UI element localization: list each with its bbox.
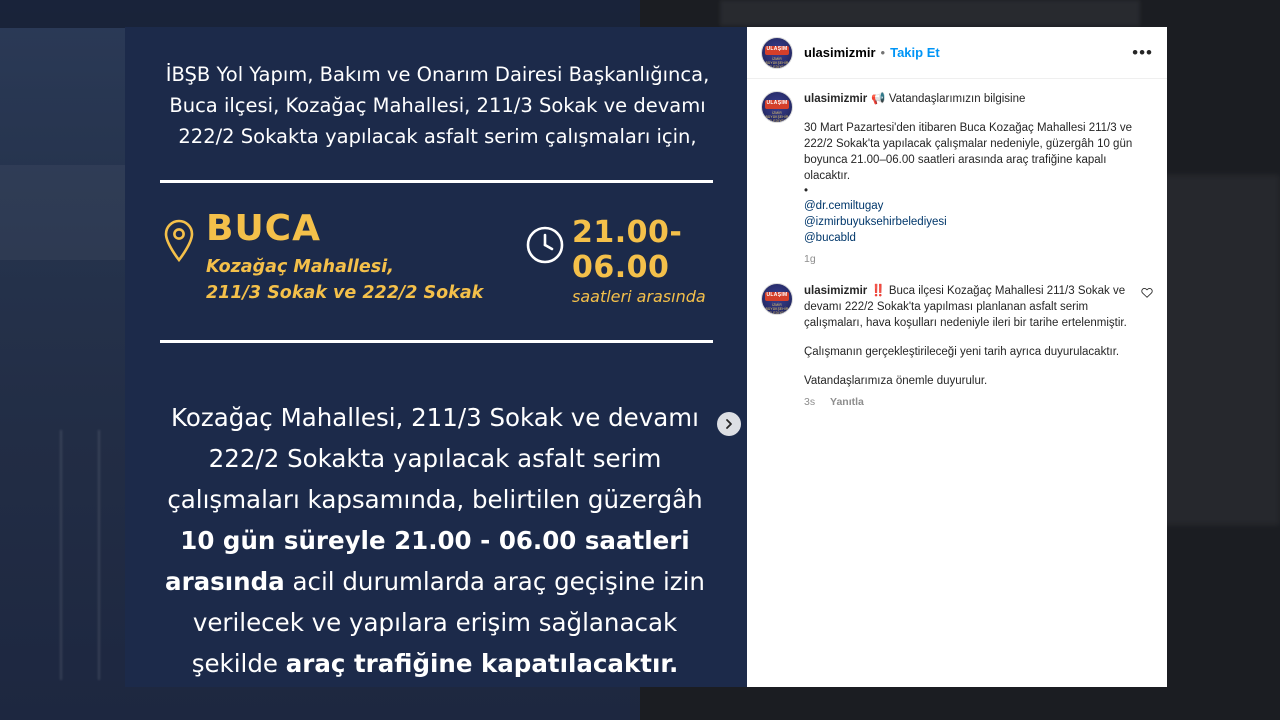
comment-mention-1[interactable]: @dr.cemiltugay <box>804 200 884 212</box>
carousel-next-button[interactable] <box>717 412 741 436</box>
comment-username[interactable]: ulasimizmir <box>804 285 868 297</box>
post-body-bold1: 10 gün süreyle 21.00 - 06.00 saatleri arasında <box>165 526 690 596</box>
avatar[interactable] <box>761 37 793 69</box>
list-item <box>761 283 1153 408</box>
avatar-badge-text: ULAŞIM <box>766 45 788 52</box>
comment-body-2: Vatandaşlarımıza önemle duyurulur. <box>804 375 988 387</box>
background-divider <box>60 430 62 680</box>
comment-content <box>804 91 1153 265</box>
header-username[interactable]: ulasimizmir <box>804 45 876 60</box>
comment-timestamp: 3s <box>804 396 816 408</box>
heart-icon[interactable] <box>1141 285 1153 303</box>
avatar[interactable] <box>761 283 793 315</box>
background-top-strip <box>720 0 1140 26</box>
avatar-badge-text: ULAŞIM <box>766 292 788 298</box>
background-divider <box>98 430 100 680</box>
comment-mention-2[interactable]: @izmirbuyuksehirbelediyesi <box>804 216 947 228</box>
post-image-content <box>125 27 747 687</box>
divider-bottom <box>160 340 713 343</box>
avatar[interactable] <box>761 91 793 123</box>
post-header <box>747 27 1167 79</box>
comment-timestamp: 1g <box>804 253 816 265</box>
time-caption: saatleri arasında <box>572 287 706 306</box>
comment-lead-emoji: ‼️ <box>871 285 886 297</box>
comment-first-line <box>804 91 1135 107</box>
location-block <box>206 207 483 306</box>
background-ghost-text <box>18 540 33 585</box>
more-options-icon[interactable]: ••• <box>1132 42 1153 62</box>
background-ghost-text <box>18 400 35 454</box>
time-range: 21.00-06.00 <box>572 215 683 285</box>
list-item <box>761 91 1153 265</box>
comment-lead-text: Buca ilçesi Kozağaç Mahallesi 211/3 Sokak ve devamı 222/2 Sokak'ta yapılması planlanan asfalt serim çalışmaları, hava koşulları nedeniyle ileri bir tarihe ertelenmiştir. <box>804 285 1127 329</box>
comment-username[interactable]: ulasimizmir <box>804 93 868 105</box>
post-body <box>155 397 715 684</box>
post-body-bold2: araç trafiğine kapatılacaktır. <box>285 649 679 678</box>
location-sub-line1: Kozağaç Mahallesi, <box>206 257 394 277</box>
instagram-comments-panel <box>747 27 1167 687</box>
avatar-sub-text: İZMİR BÜYÜKŞEHİR BELEDİYESİ <box>765 303 789 315</box>
comment-lead-emoji: 📢 <box>871 93 886 105</box>
clock-icon <box>525 225 565 270</box>
avatar-badge-text: ULAŞIM <box>766 100 788 106</box>
post-image-card[interactable] <box>125 27 747 687</box>
time-block <box>572 215 720 306</box>
comment-meta <box>804 396 1135 408</box>
background-band-top <box>0 0 640 28</box>
location-city: BUCA <box>206 208 321 249</box>
comment-first-line <box>804 283 1135 331</box>
location-pin-icon <box>162 219 196 268</box>
post-headline: İBŞB Yol Yapım, Bakım ve Onarım Dairesi Başkanlığınca, Buca ilçesi, Kozağaç Mahallesi, 211/3 Sokak ve devamı 222/2 Sokakta yapılacak asfalt serim çalışmaları için, <box>165 63 710 148</box>
comment-lead-text: Vatandaşlarımızın bilgisine <box>888 93 1026 105</box>
comment-meta <box>804 253 1135 265</box>
location-sub-line2: 211/3 Sokak ve 222/2 Sokak <box>206 283 484 303</box>
post-body-part2: acil durumlarda araç geçişine izin verilecek ve yapılara erişim sağlanacak şekilde <box>191 567 705 678</box>
comment-mention-3[interactable]: @bucabld <box>804 232 856 244</box>
avatar-sub-text: İZMİR BÜYÜKŞEHİR BELEDİYESİ <box>765 111 789 123</box>
background-ghost-text <box>18 612 33 657</box>
comment-content <box>804 283 1153 408</box>
comment-body: 30 Mart Pazartesi'den itibaren Buca Kozağaç Mahallesi 211/3 ve 222/2 Sokak'ta yapılacak çalışmalar nedeniyle, güzergâh 10 gün boyunca 21.00–06.00 saatleri arasında araç trafiğine kapalı olacaktır. <box>804 122 1133 182</box>
comment-bullet: • <box>804 185 809 197</box>
comments-list <box>747 79 1167 408</box>
chevron-right-icon <box>724 418 734 430</box>
comment-body: Çalışmanın gerçekleştirileceği yeni tarih ayrıca duyurulacaktır. <box>804 346 1120 358</box>
post-body-part1: Kozağaç Mahallesi, 211/3 Sokak ve devamı 222/2 Sokakta yapılacak asfalt serim çalışmaları kapsamında, belirtilen güzergâh <box>167 403 703 514</box>
location-sub <box>206 254 483 306</box>
background-side-panel <box>1160 175 1280 525</box>
post-info-row <box>160 207 720 332</box>
follow-button[interactable]: Takip Et <box>890 45 940 60</box>
avatar-sub-text: İZMİR BÜYÜKŞEHİR BELEDİYESİ <box>765 56 789 69</box>
divider-top <box>160 180 713 183</box>
header-separator: • <box>880 45 886 60</box>
reply-button[interactable]: Yanıtla <box>830 396 864 408</box>
background-ghost-text <box>16 470 31 515</box>
